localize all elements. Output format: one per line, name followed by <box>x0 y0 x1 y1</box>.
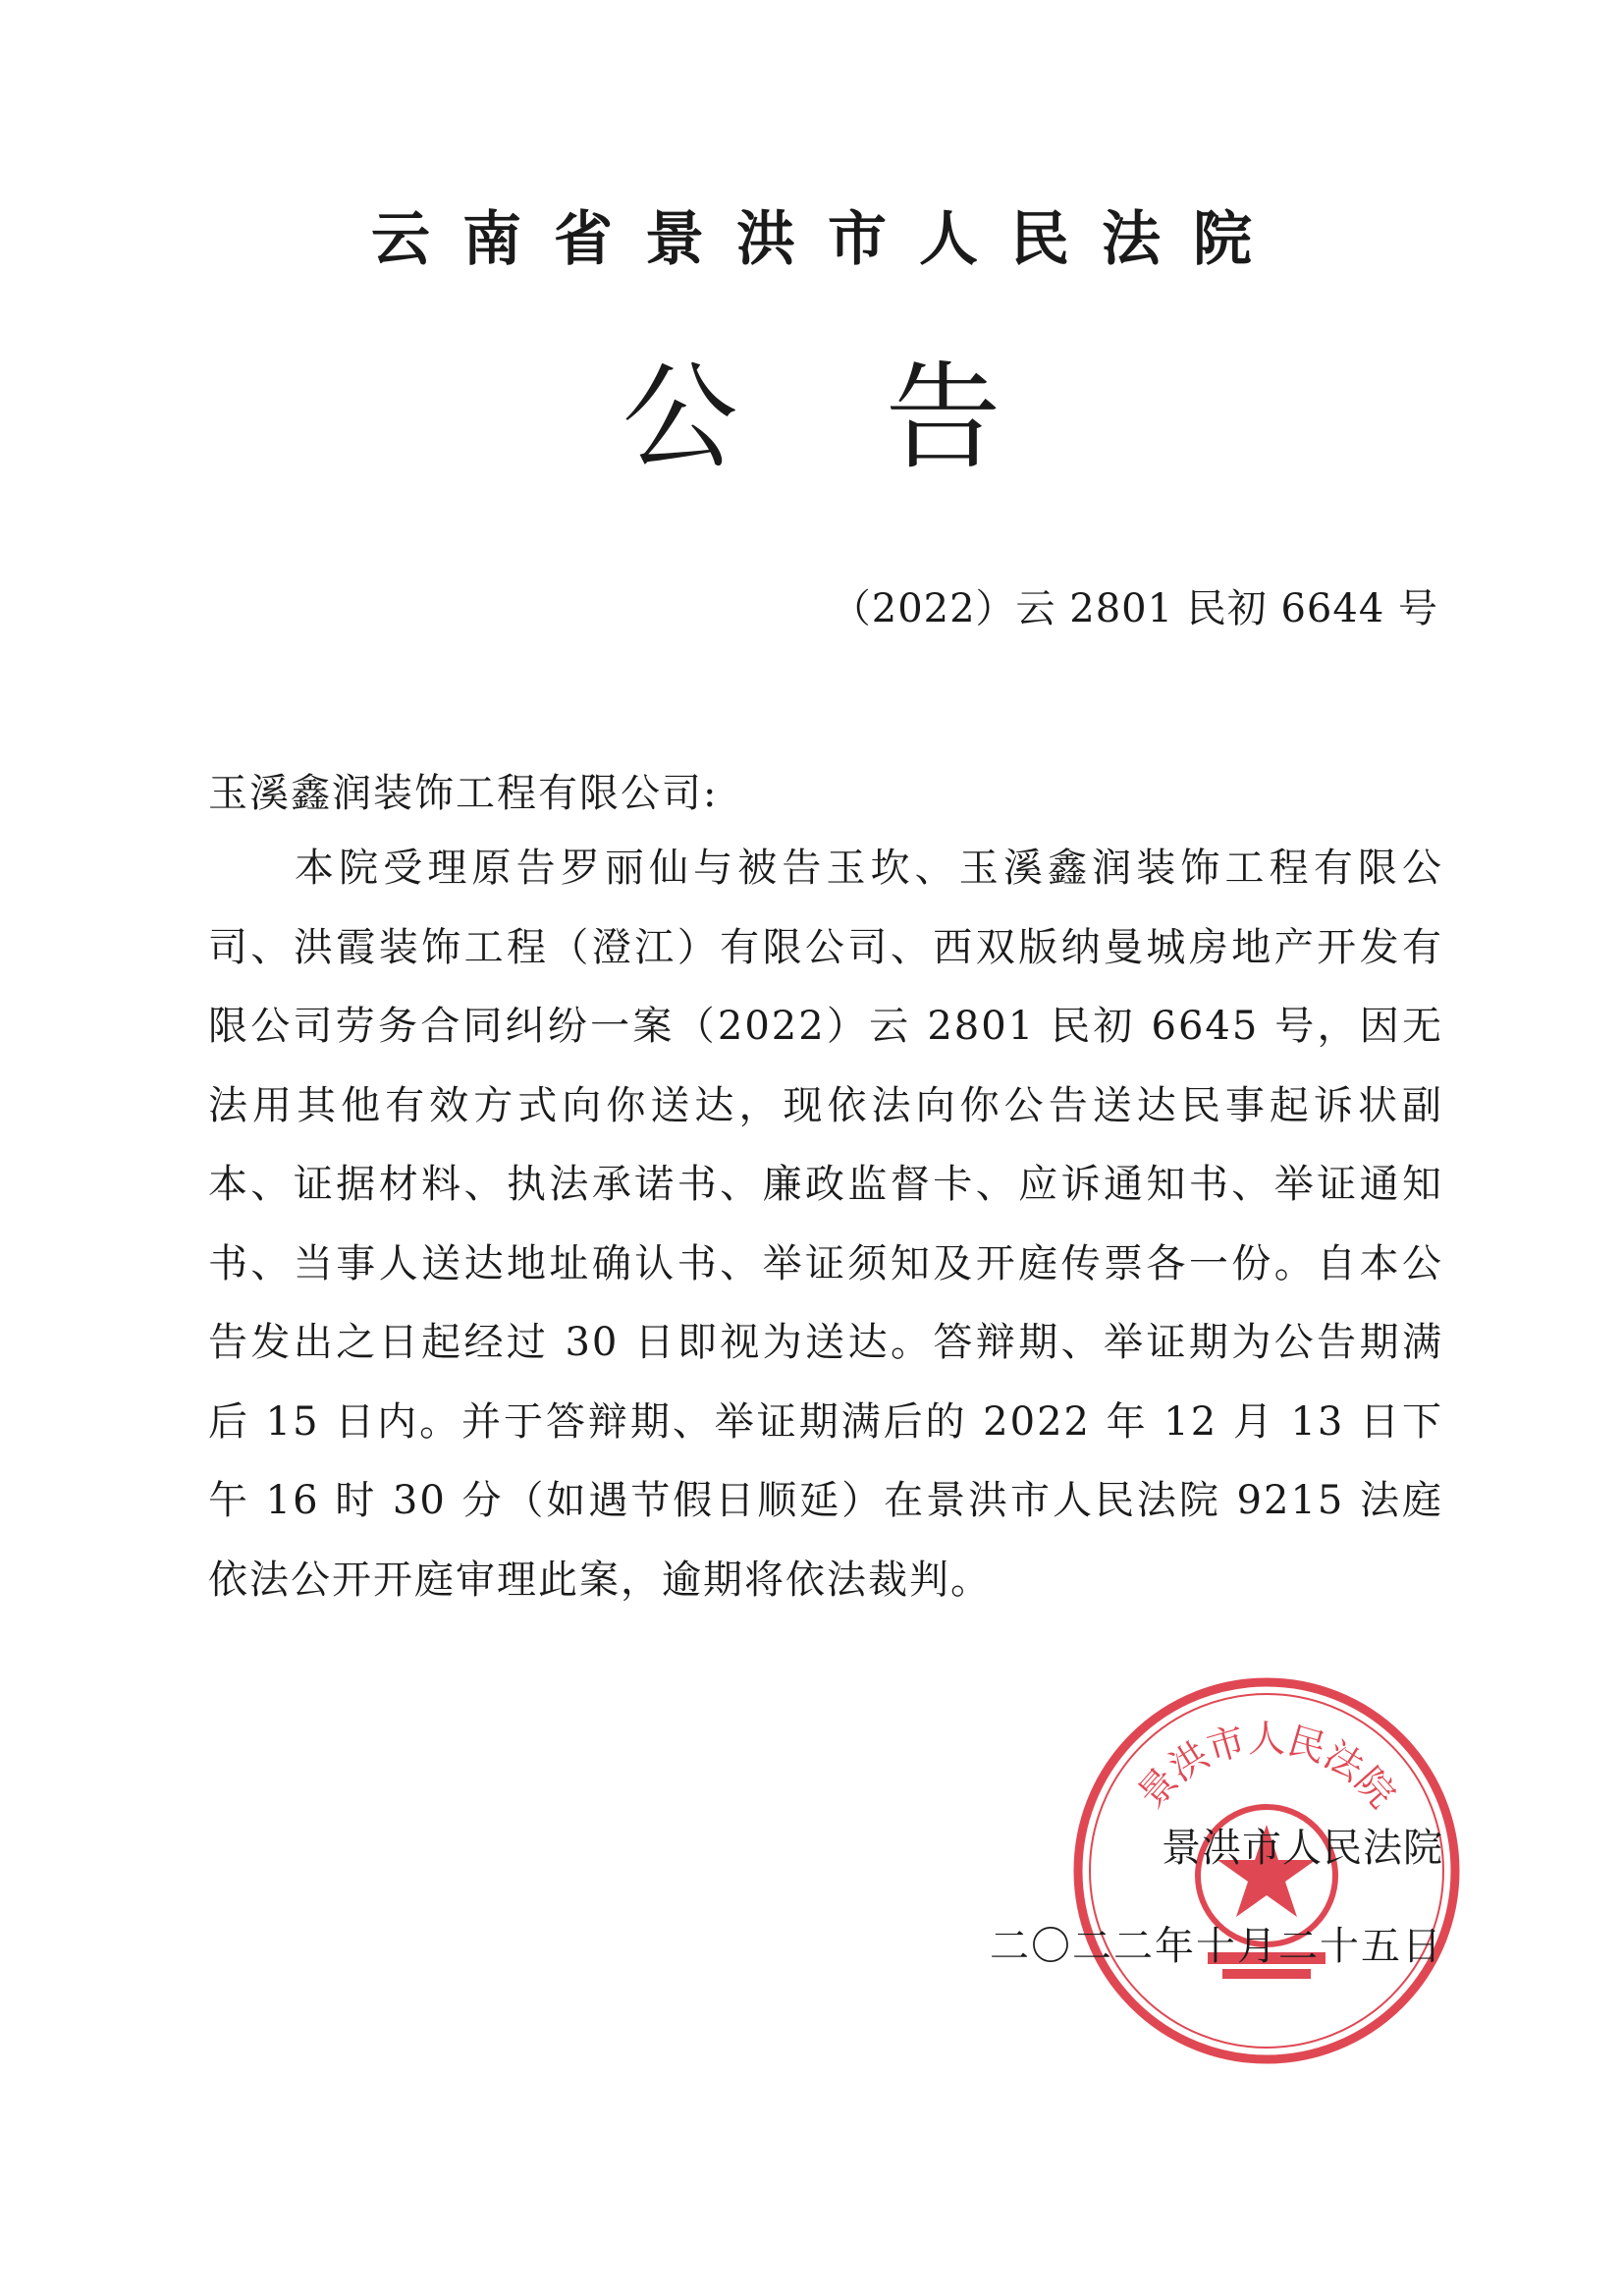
court-name: 云南省景洪市人民法院 <box>371 205 1284 274</box>
svg-text:景洪市人民法院 <box>1129 1718 1404 1817</box>
addressee: 玉溪鑫润装饰工程有限公司: <box>208 771 719 816</box>
document-title: 公告 <box>622 350 1149 485</box>
signature-date: 二〇二二年十月二十五日 <box>990 1924 1443 1969</box>
notice-body: 本院受理原告罗丽仙与被告玉坎、玉溪鑫润装饰工程有限公司、洪霞装饰工程（澄江）有限公司、西双版纳曼城房地产开发有限公司劳务合同纠纷一案（2022）云 2801 民初 6645 号，因无法用其他有效方式向你送达，现依法向你公告送达民事起诉状副本、证据材料、执法承诺书、廉政监督卡、应诉通知书、举证通知书、当事人送达地址确认书、举证须知及开庭传票各一份。自本公告发出之日起经过 30 日即视为送达。答辩期、举证期为公告期满后 15 日内。并于答辩期、举证期满后的 2022 年 12 月 13 日下午 16 时 30 分（如遇节假日顺延）在景洪市人民法院 9215 法庭依法公开开庭审理此案，逾期将依法裁判。 <box>208 846 1443 1603</box>
seal-text: 景洪市人民法院 <box>1129 1717 1404 1817</box>
signature-court: 景洪市人民法院 <box>1162 1826 1443 1871</box>
case-number: （2022）云 2801 民初 6644 号 <box>831 586 1438 631</box>
